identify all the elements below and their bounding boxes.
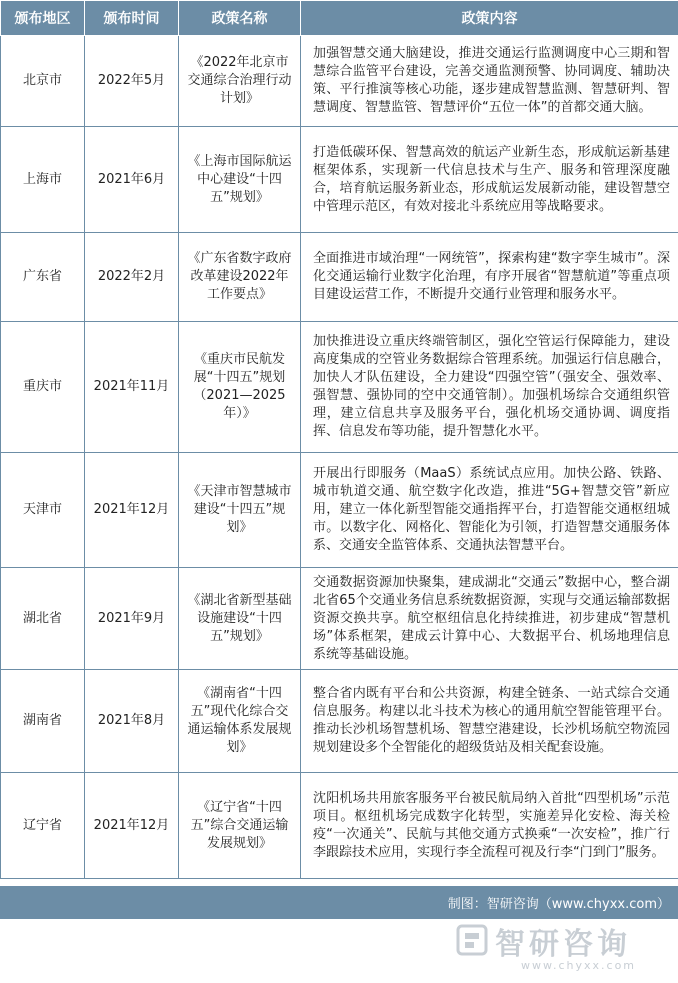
region-cell: 辽宁省 bbox=[1, 773, 85, 879]
policy-content-cell: 加强智慧交通大脑建设，推进交通运行监测调度中心三期和智慧综合监管平台建设，完善交通监测预警、协同调度、辅助决策、平行推演等核心功能，逐步建成智慧监测、智慧研判、智慧调度、智慧监管、智慧评价“五位一体”的首都交通大脑。 bbox=[301, 36, 678, 127]
policy-content-cell: 全面推进市域治理“一网统管”，探索构建“数字孪生城市”。深化交通运输行业数字化治理，有序开展省“智慧航道”等重点项目建设运营工作，不断提升交通行业管理和服务水平。 bbox=[301, 233, 678, 322]
region-cell: 重庆市 bbox=[1, 322, 85, 453]
policy-content-cell: 交通数据资源加快聚集，建成湖北“交通云”数据中心，整合湖北省65个交通业务信息系统数据资源，实现与交通运输部数据资源交换共享。航空枢纽信息化持续推进，初步建成“智慧机场”体系框架，建成云计算中心、大数据平台、机场地理信息系统等基础设施。 bbox=[301, 568, 678, 670]
policy-name-cell: 《湖南省“十四五”现代化综合交通运输体系发展规划》 bbox=[179, 670, 301, 773]
table-row bbox=[1, 36, 678, 127]
policy-name-cell: 《湖北省新型基础设施建设“十四五”规划》 bbox=[179, 568, 301, 670]
header-region: 颁布地区 bbox=[1, 1, 85, 36]
policy-name-cell: 《天津市智慧城市建设“十四五”规划》 bbox=[179, 453, 301, 568]
table-row bbox=[1, 322, 678, 453]
watermark-url: www.chyxx.com bbox=[521, 959, 637, 972]
policy-name-cell: 《辽宁省“十四五”综合交通运输发展规划》 bbox=[179, 773, 301, 879]
date-cell: 2022年2月 bbox=[85, 233, 179, 322]
date-cell: 2021年6月 bbox=[85, 127, 179, 233]
policy-content-cell: 整合省内既有平台和公共资源，构建全链条、一站式综合交通信息服务。构建以北斗技术为核心的通用航空智能管理平台。推动长沙机场智慧机场、智慧空港建设，长沙机场航空物流园规划建设多个全智能化的超级货站及相关配套设施。 bbox=[301, 670, 678, 773]
region-cell: 北京市 bbox=[1, 36, 85, 127]
date-cell: 2022年5月 bbox=[85, 36, 179, 127]
date-cell: 2021年12月 bbox=[85, 773, 179, 879]
table-row bbox=[1, 568, 678, 670]
policy-content-cell: 打造低碳环保、智慧高效的航运产业新生态，形成航运新基建框架体系，实现新一代信息技术与生产、服务和管理深度融合，培育航运服务新业态，形成航运发展新动能，建设智慧空中管理示范区，有效对接北斗系统应用等战略要求。 bbox=[301, 127, 678, 233]
table-header-row bbox=[1, 1, 678, 36]
chyxx-logo-icon bbox=[455, 923, 489, 957]
policy-content-cell: 沈阳机场共用旅客服务平台被民航局纳入首批“四型机场”示范项目。枢纽机场完成数字化转型，实施差异化安检、海关检疫“一次通关”、民航与其他交通方式换乘“一次安检”，推广行李跟踪技术应用，实现行李全流程可视及行李“门到门”服务。 bbox=[301, 773, 678, 879]
source-credit: 制图：智研咨询（www.chyxx.com） bbox=[447, 897, 670, 912]
header-date: 颁布时间 bbox=[85, 1, 179, 36]
policy-content-cell: 开展出行即服务（MaaS）系统试点应用。加快公路、铁路、城市轨道交通、航空数字化改造，推进“5G+智慧交管”新应用，建立一体化新型智能交通指挥平台，打造智能交通枢纽城市。以数字化、网格化、智能化为引领，打造智慧交通服务体系、交通安全监管体系、交通执法智慧平台。 bbox=[301, 453, 678, 568]
watermark-name: 智研咨询 bbox=[495, 927, 631, 962]
table-row bbox=[1, 773, 678, 879]
date-cell: 2021年9月 bbox=[85, 568, 179, 670]
policy-name-cell: 《广东省数字政府改革建设2022年工作要点》 bbox=[179, 233, 301, 322]
policy-name-cell: 《2022年北京市交通综合治理行动计划》 bbox=[179, 36, 301, 127]
policy-name-cell: 《上海市国际航运中心建设“十四五”规划》 bbox=[179, 127, 301, 233]
header-policy-content: 政策内容 bbox=[301, 1, 678, 36]
date-cell: 2021年8月 bbox=[85, 670, 179, 773]
header-policy-name: 政策名称 bbox=[179, 1, 301, 36]
date-cell: 2021年11月 bbox=[85, 322, 179, 453]
table-row bbox=[1, 453, 678, 568]
region-cell: 广东省 bbox=[1, 233, 85, 322]
table-row bbox=[1, 127, 678, 233]
footer-bar bbox=[0, 886, 678, 919]
table-row bbox=[1, 670, 678, 773]
date-cell: 2021年12月 bbox=[85, 453, 179, 568]
region-cell: 湖北省 bbox=[1, 568, 85, 670]
table-row bbox=[1, 233, 678, 322]
policy-name-cell: 《重庆市民航发展“十四五”规划（2021—2025年）》 bbox=[179, 322, 301, 453]
region-cell: 天津市 bbox=[1, 453, 85, 568]
region-cell: 湖南省 bbox=[1, 670, 85, 773]
policy-content-cell: 加快推进设立重庆终端管制区，强化空管运行保障能力，建设高度集成的空管业务数据综合管理系统。加强运行信息融合，加快人才队伍建设，全力建设“四强空管”（强安全、强效率、强智慧、强协同的空中交通管制）。加强机场综合交通组织管理，建立信息共享及服务平台，强化机场交通协调、调度指挥、信息发布等功能，提升智慧化水平。 bbox=[301, 322, 678, 453]
region-cell: 上海市 bbox=[1, 127, 85, 233]
watermark bbox=[455, 917, 670, 977]
